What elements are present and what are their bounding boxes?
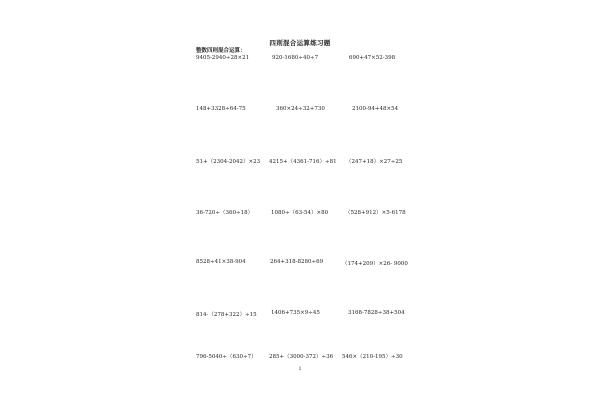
math-problem: 4215+（4361-716）÷81	[269, 159, 337, 165]
problem-row	[196, 106, 426, 116]
problem-row	[196, 352, 426, 362]
math-problem: （247+18）×27÷25	[346, 159, 403, 165]
page-number: 1	[298, 367, 302, 372]
math-problem: 920-1680÷40÷7	[272, 55, 319, 61]
problem-row	[196, 310, 426, 320]
problem-row	[196, 157, 426, 167]
math-problem: 360×24÷32+730	[276, 106, 325, 112]
math-problem: 796-5040÷（630÷7）	[196, 354, 257, 360]
math-problem: 2100-94+48×54	[352, 106, 399, 112]
problem-row	[196, 259, 426, 269]
math-problem: 148+3328÷64-75	[196, 106, 246, 112]
problem-row	[196, 208, 426, 218]
math-problem: 690+47×52-398	[349, 55, 396, 61]
section-label: 整数四则混合运算：	[196, 48, 246, 54]
math-problem: 285+（3000-372）÷36	[269, 354, 334, 360]
math-problem: 546×（210-195）÷30	[342, 354, 403, 360]
math-problem: 814-（278+322）÷15	[196, 312, 257, 318]
math-problem: 36-720÷（360÷18）	[196, 210, 254, 216]
math-problem: 1080÷（63-54）×80	[271, 210, 329, 216]
math-problem: 8528÷41×38-904	[196, 259, 246, 265]
math-problem: 1406+735×9÷45	[271, 310, 320, 316]
math-problem: 51+（2304-2042）×23	[196, 159, 261, 165]
math-problem: 3168-7828÷38+504	[348, 310, 405, 316]
math-problem: 9405-2940÷28×21	[196, 55, 250, 61]
math-problem: 264+318-8280÷69	[270, 259, 324, 265]
problem-row	[196, 55, 426, 65]
page-title: 四则混合运算练习题	[269, 39, 331, 47]
math-problem: （528+912）×5-6178	[345, 210, 406, 216]
math-problem: （174+209）×26- 9000	[342, 261, 408, 267]
